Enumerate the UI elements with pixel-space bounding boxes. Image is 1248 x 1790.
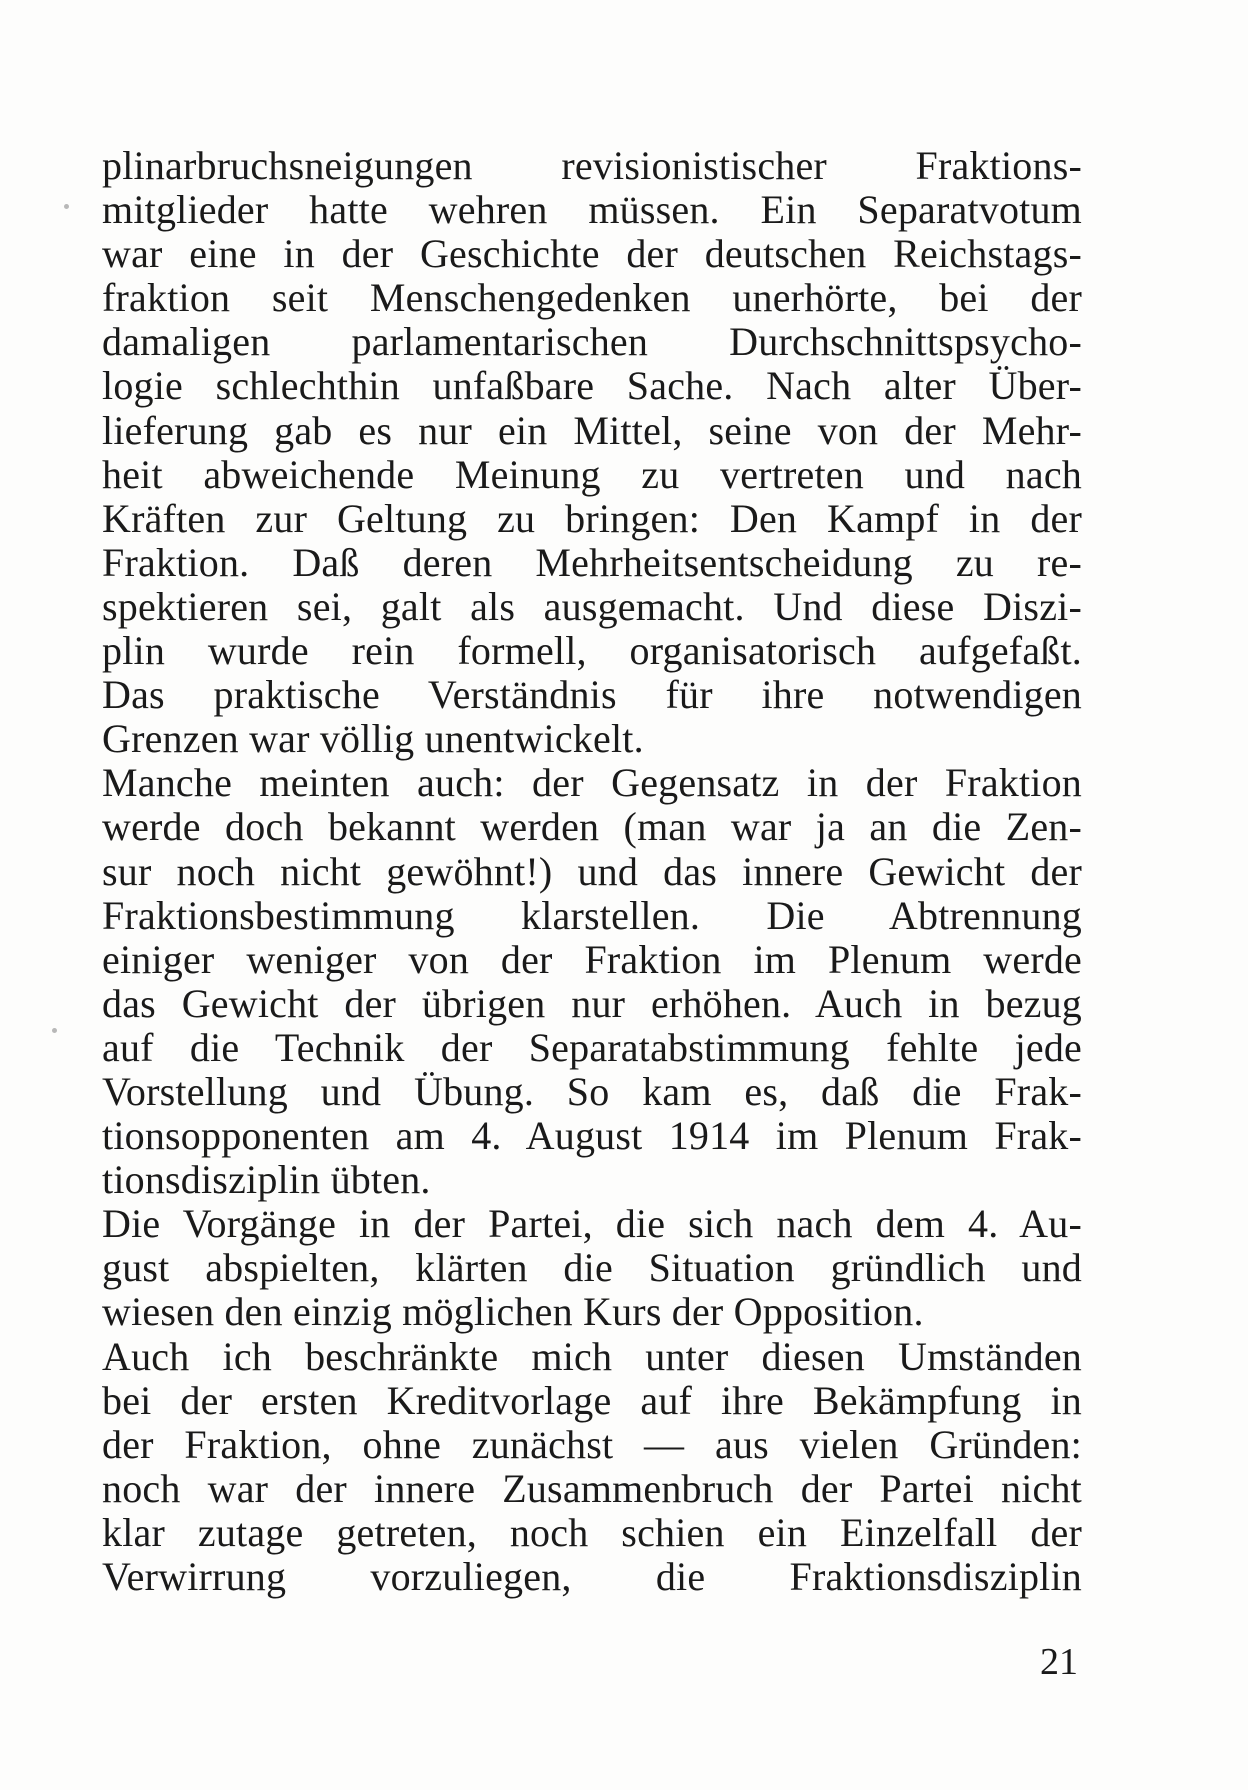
text-line: logie schlechthin unfaßbare Sache. Nach alter Über-: [102, 363, 1082, 409]
text-line: werde doch bekannt werden (man war ja an die Zen-: [102, 804, 1082, 850]
text-line: lieferung gab es nur ein Mittel, seine von der Mehr-: [102, 407, 1082, 453]
text-line: einiger weniger von der Fraktion im Plenum werde: [102, 936, 1082, 982]
paragraph-end-line: Grenzen war völlig unentwickelt.: [102, 716, 644, 762]
text-line: der Fraktion, ohne zunächst — aus vielen Gründen:: [102, 1421, 1082, 1467]
body-text: [102, 144, 1082, 1599]
text-line: Verwirrung vorzuliegen, die Fraktionsdisziplin: [102, 1554, 1082, 1599]
text-line: Die Vorgänge in der Partei, die sich nach dem 4. Au-: [102, 1201, 1082, 1247]
paper-speck: [52, 1028, 57, 1033]
text-line: Manche meinten auch: der Gegensatz in der Fraktion: [102, 760, 1082, 806]
text-line: Kräften zur Geltung zu bringen: Den Kampf in der: [102, 495, 1082, 541]
text-line: gust abspielten, klärten die Situation gründlich und: [102, 1245, 1082, 1291]
paper-speck: [64, 204, 69, 209]
page-number: 21: [1040, 1641, 1078, 1683]
text-line: plinarbruchsneigungen revisionistischer Fraktions-: [102, 143, 1082, 188]
text-line: Auch ich beschränkte mich unter diesen Umständen: [102, 1333, 1082, 1379]
text-line: fraktion seit Menschengedenken unerhörte, bei der: [102, 275, 1082, 321]
text-line: bei der ersten Kreditvorlage auf ihre Bekämpfung in: [102, 1377, 1082, 1423]
text-line: Fraktion. Daß deren Mehrheitsentscheidung zu re-: [102, 539, 1082, 585]
text-line: damaligen parlamentarischen Durchschnittspsycho-: [102, 319, 1082, 365]
text-line: Fraktionsbestimmung klarstellen. Die Abtrennung: [102, 892, 1082, 938]
text-line: spektieren sei, galt als ausgemacht. Und diese Diszi-: [102, 583, 1082, 629]
paragraph-end-line: wiesen den einzig möglichen Kurs der Opposition.: [102, 1289, 924, 1335]
text-line: war eine in der Geschichte der deutschen Reichstags-: [102, 231, 1082, 277]
text-line: klar zutage getreten, noch schien ein Einzelfall der: [102, 1509, 1082, 1555]
text-line: tionsopponenten am 4. August 1914 im Plenum Frak-: [102, 1113, 1082, 1159]
text-line: mitglieder hatte wehren müssen. Ein Separatvotum: [102, 187, 1082, 233]
text-line: Vorstellung und Übung. So kam es, daß die Frak-: [102, 1068, 1082, 1114]
text-line: das Gewicht der übrigen nur erhöhen. Auch in bezug: [102, 980, 1082, 1026]
text-line: auf die Technik der Separatabstimmung fehlte jede: [102, 1024, 1082, 1070]
text-line: plin wurde rein formell, organisatorisch aufgefaßt.: [102, 628, 1082, 674]
text-line: heit abweichende Meinung zu vertreten und nach: [102, 451, 1082, 497]
paragraph-end-line: tionsdisziplin übten.: [102, 1157, 431, 1203]
text-line: sur noch nicht gewöhnt!) und das innere Gewicht der: [102, 848, 1082, 894]
text-line: noch war der innere Zusammenbruch der Partei nicht: [102, 1465, 1082, 1511]
text-line: Das praktische Verständnis für ihre notwendigen: [102, 672, 1082, 718]
